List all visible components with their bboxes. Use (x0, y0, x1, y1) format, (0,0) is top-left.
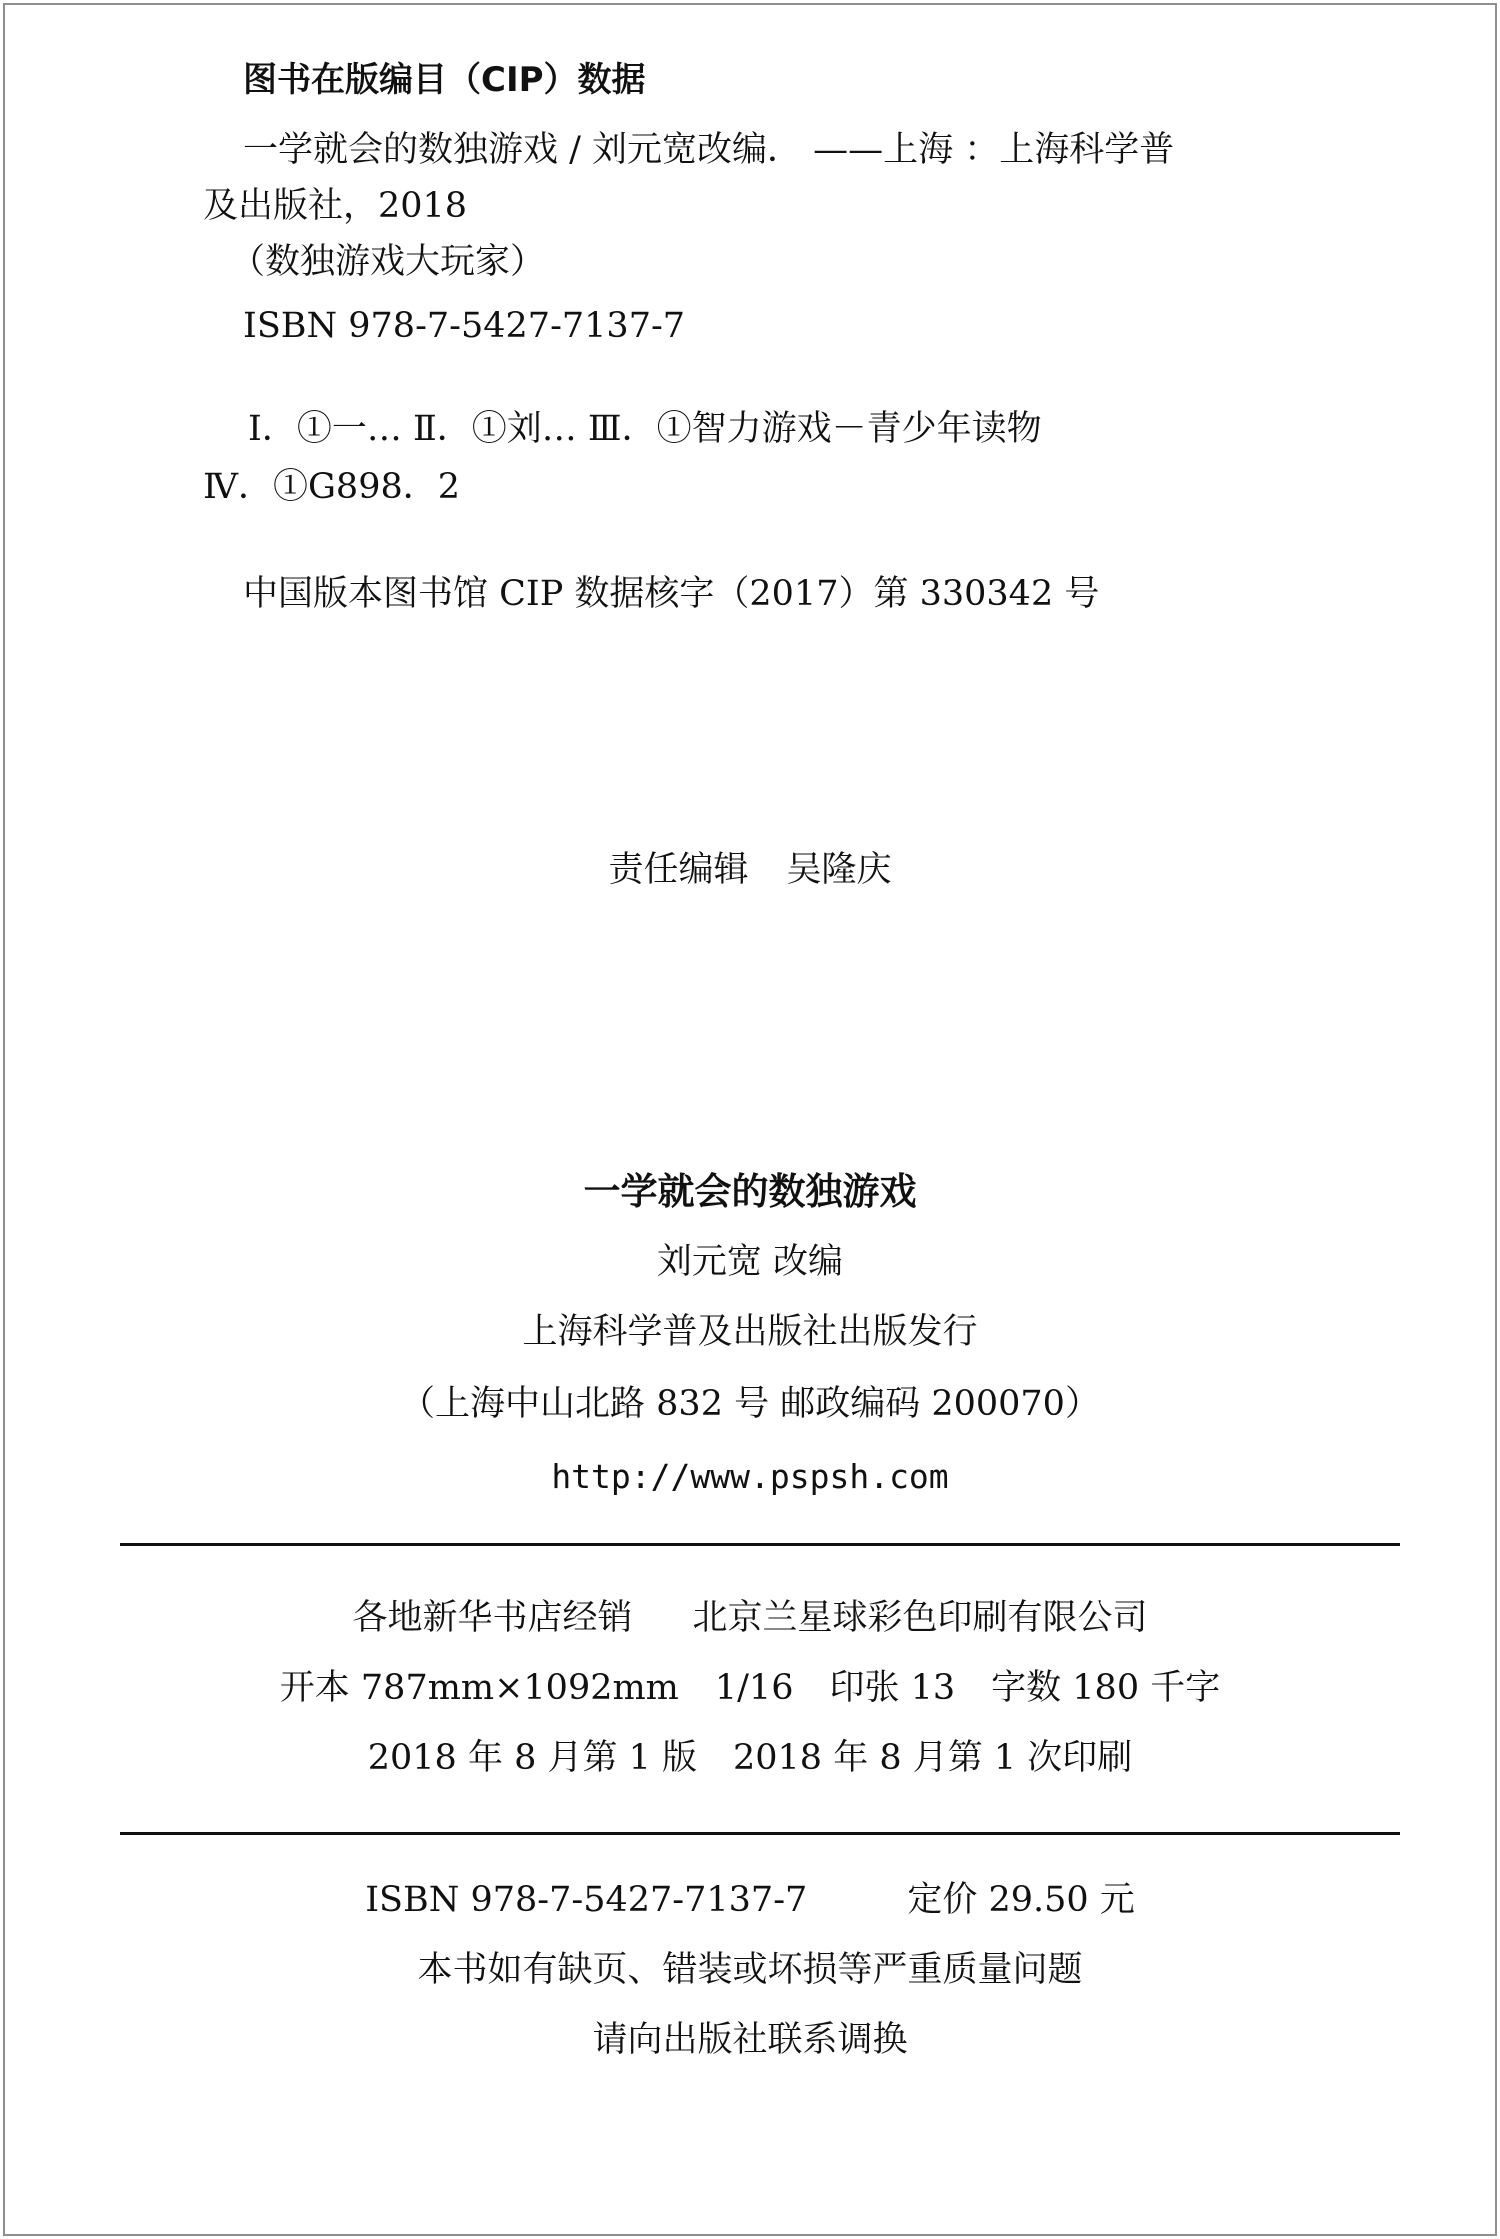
cip-heading: 图书在版编目（CIP）数据 (243, 60, 646, 100)
printing: 2018 年 8 月第 1 次印刷 (733, 1738, 1133, 1778)
book-author: 刘元宽 改编 (656, 1242, 844, 1282)
cip-title-line-1: 一学就会的数独游戏 / 刘元宽改编． ——上海 ：上海科学普 (243, 130, 1175, 170)
cip-isbn: ISBN 978-7-5427-7137-7 (243, 306, 686, 346)
quality-notice-line-2: 请向出版社联系调换 (592, 2020, 908, 2060)
cip-series: （数独游戏大玩家） (230, 242, 546, 282)
book-title: 一学就会的数独游戏 (583, 1170, 917, 1213)
distributor: 各地新华书店经销 (352, 1598, 633, 1638)
word-count: 字数 180 千字 (991, 1668, 1221, 1708)
edition-line (0, 1734, 1500, 1782)
editor-role: 责任编辑 (608, 850, 749, 890)
cip-subjects-line-1: Ⅰ．①一… Ⅱ．①刘… Ⅲ．①智力游戏－青少年读物 (248, 409, 1042, 449)
editor-name: 吴隆庆 (786, 850, 892, 890)
distribution-line (0, 1594, 1500, 1642)
quality-notice-line-1: 本书如有缺页、错装或坏损等严重质量问题 (417, 1950, 1083, 1990)
printed-sheets: 印张 13 (829, 1668, 956, 1708)
divider-bottom (120, 1832, 1400, 1835)
book-publisher: 上海科学普及出版社出版发行 (522, 1312, 978, 1352)
publisher-website: http://www.pspsh.com (551, 1457, 949, 1496)
format-line (0, 1664, 1500, 1712)
printer: 北京兰星球彩色印刷有限公司 (692, 1598, 1148, 1638)
isbn-price-line (0, 1876, 1500, 1924)
cip-subjects-line-2: Ⅳ．①G898．2 (203, 467, 460, 507)
footer-isbn: ISBN 978-7-5427-7137-7 (365, 1880, 808, 1920)
editor-credit (0, 846, 1500, 894)
book-format: 开本 787mm×1092mm (279, 1668, 679, 1708)
price: 定价 29.50 元 (907, 1880, 1135, 1920)
edition: 2018 年 8 月第 1 版 (367, 1738, 697, 1778)
cip-record-number: 中国版本图书馆 CIP 数据核字（2017）第 330342 号 (243, 574, 1100, 614)
cip-title-line-2: 及出版社，2018 (203, 186, 468, 226)
publisher-address: （上海中山北路 832 号 邮政编码 200070） (400, 1384, 1100, 1424)
divider-top (120, 1543, 1400, 1546)
sheet-size: 1/16 (714, 1668, 794, 1708)
